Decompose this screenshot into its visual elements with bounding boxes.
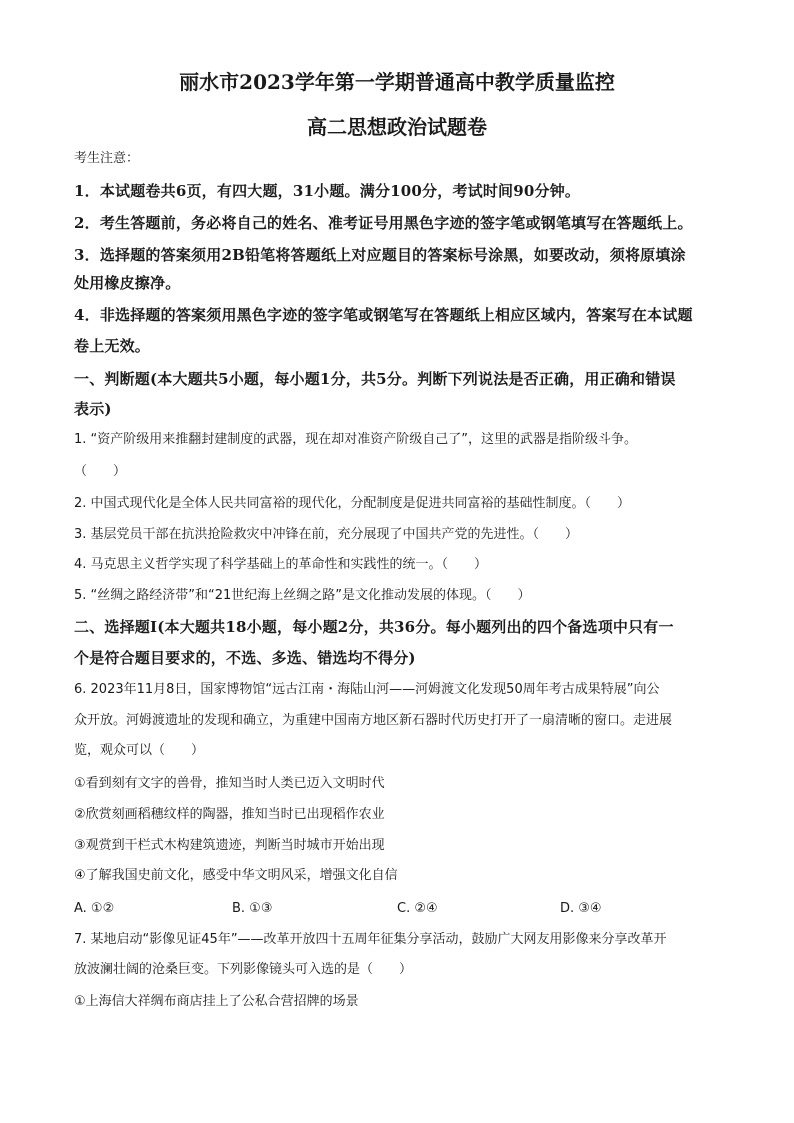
judge-question-3: 3. 基层党员干部在抗洪抢险救灾中冲锋在前，充分展现了中国共产党的先进性。（ ） bbox=[74, 527, 579, 542]
question-6-statement-2: ②欣赏刻画稻穗纹样的陶器，推知当时已出现稻作农业 bbox=[74, 807, 385, 822]
exam-subtitle: 高二思想政治试题卷 bbox=[307, 115, 487, 139]
notice-heading: 考生注意： bbox=[74, 151, 140, 166]
judge-question-4: 4. 马克思主义哲学实现了科学基础上的革命性和实践性的统一。（ ） bbox=[74, 557, 488, 572]
section1-heading-cont: 表示) bbox=[74, 400, 112, 418]
question-6-stem: 6. 2023年11月8日，国家博物馆“远古江南・海陆山河——河姆渡文化发现50周年考古成果特展”向公 bbox=[74, 682, 660, 697]
question-7-stem: 7. 某地启动“影像见证45年”——改革开放四十五周年征集分享活动，鼓励广大网友用影像来分享改革开 bbox=[74, 932, 667, 947]
question-6-stem-end: 览，观众可以（ ） bbox=[74, 743, 205, 758]
notice-item-3-cont: 处用橡皮擦净。 bbox=[74, 274, 181, 292]
judge-question-5: 5. “丝绸之路经济带”和“21世纪海上丝绸之路”是文化推动发展的体现。（ ） bbox=[74, 588, 531, 603]
section2-heading: 二、选择题Ⅰ(本大题共18小题，每小题2分，共36分。每小题列出的四个备选项中只有一 bbox=[74, 618, 674, 636]
section2-heading-cont: 个是符合题目要求的，不选、多选、错选均不得分) bbox=[74, 649, 416, 667]
section1-heading: 一、判断题(本大题共5小题，每小题1分，共5分。判断下列说法是否正确，用正确和错误 bbox=[74, 370, 676, 388]
notice-item-3: 3．选择题的答案须用2B铅笔将答题纸上对应题目的答案标号涂黑，如要改动，须将原填涂 bbox=[74, 246, 686, 264]
question-6-stem-cont: 众开放。河姆渡遗址的发现和确立，为重建中国南方地区新石器时代历史打开了一扇清晰的窗口。走进展 bbox=[74, 713, 673, 728]
question-6-statement-4: ④了解我国史前文化，感受中华文明风采，增强文化自信 bbox=[74, 868, 398, 883]
question-6-option-d: D. ③④ bbox=[560, 901, 602, 916]
question-6-option-c: C. ②④ bbox=[397, 901, 438, 916]
question-7-statement-1: ①上海信大祥绸布商店挂上了公私合营招牌的场景 bbox=[74, 994, 359, 1009]
judge-question-1: 1. “资产阶级用来推翻封建制度的武器，现在却对准资产阶级自己了”，这里的武器是指阶级斗争。 bbox=[74, 432, 638, 447]
question-6-option-b: B. ①③ bbox=[232, 901, 273, 916]
question-6-option-a: A. ①② bbox=[74, 901, 115, 916]
question-6-statement-3: ③观赏到干栏式木构建筑遗迹，判断当时城市开始出现 bbox=[74, 838, 385, 853]
question-6-statement-1: ①看到刻有文字的兽骨，推知当时人类已迈入文明时代 bbox=[74, 776, 385, 791]
judge-question-1-blank: （ ） bbox=[74, 464, 127, 479]
notice-item-1: 1．本试题卷共6页，有四大题，31小题。满分100分，考试时间90分钟。 bbox=[74, 182, 581, 200]
notice-item-4-cont: 卷上无效。 bbox=[74, 337, 151, 355]
exam-title: 丽水市2023学年第一学期普通高中教学质量监控 bbox=[179, 70, 615, 94]
judge-question-2: 2. 中国式现代化是全体人民共同富裕的现代化，分配制度是促进共同富裕的基础性制度。（ ） bbox=[74, 496, 631, 511]
notice-item-2: 2．考生答题前，务必将自己的姓名、准考证号用黑色字迹的签字笔或钢笔填写在答题纸上。 bbox=[74, 214, 693, 232]
question-7-stem-cont: 放波澜壮阔的沧桑巨变。下列影像镜头可入选的是（ ） bbox=[74, 962, 413, 977]
notice-item-4: 4．非选择题的答案须用黑色字迹的签字笔或钢笔写在答题纸上相应区域内，答案写在本试题 bbox=[74, 306, 693, 324]
